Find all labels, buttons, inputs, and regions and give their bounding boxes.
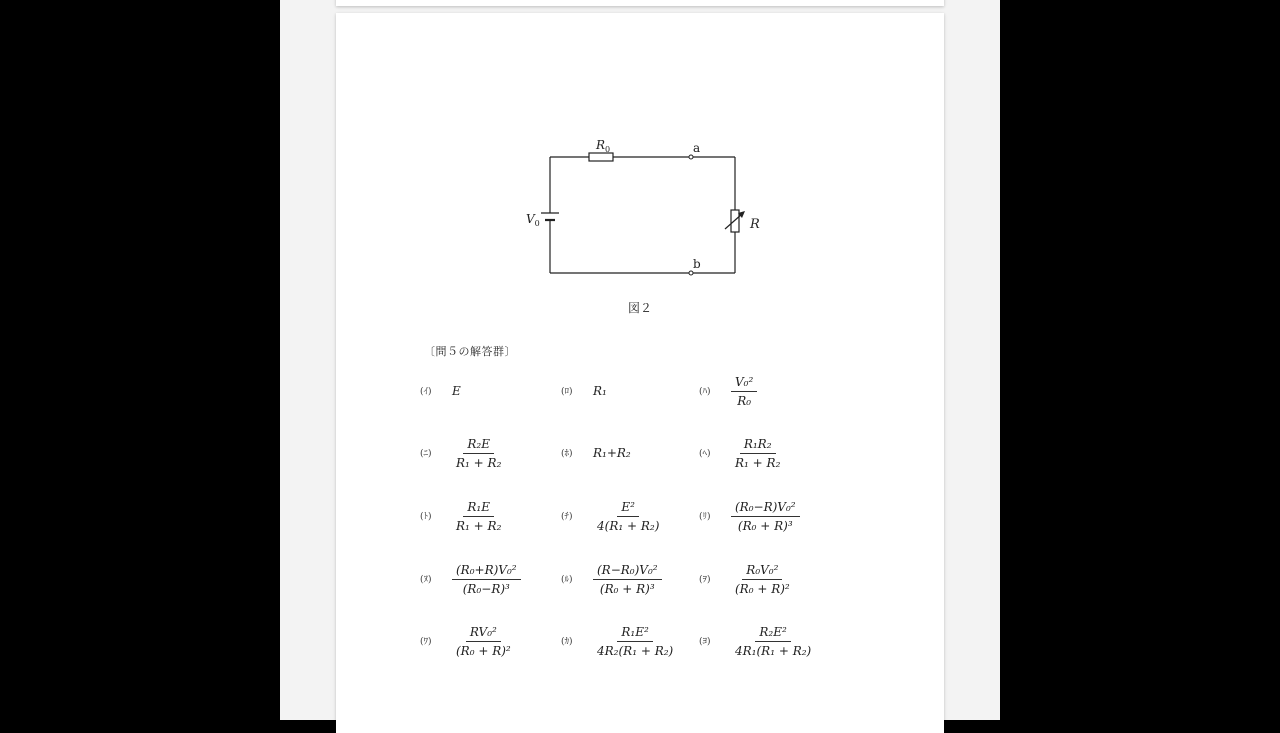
fraction-denominator: R₁ + R₂ [735,455,781,470]
fraction-numerator: R₁R₂ [740,437,776,454]
answer-choice [699,559,869,599]
current-page [336,13,944,733]
fraction-denominator: (R₀ + R)² [735,581,790,596]
choice-label: (ﾊ) [699,387,711,397]
fraction [452,563,521,596]
choice-expression: E [452,384,461,398]
terminal-b [689,271,693,275]
previous-page [336,0,944,6]
fraction-numerator: E² [617,500,639,517]
label-r: R [750,217,760,232]
figure-caption: 図２ [627,301,652,315]
fraction-denominator: (R₀ + R)² [456,643,511,658]
label-node-a: a [693,141,701,155]
terminal-a [689,155,693,159]
fraction-denominator: R₁ + R₂ [456,518,502,533]
fraction-numerator: R₂E² [755,625,790,642]
fraction [452,437,505,470]
choice-label: (ﾛ) [561,387,573,397]
label-node-b: b [693,257,701,271]
label-v0: $V_0$ [526,212,540,228]
choice-label: (ﾍ) [699,449,711,459]
fraction-denominator: (R₀−R)³ [462,581,510,596]
fraction-numerator: R₁E² [617,625,652,642]
fraction-numerator: V₀² [731,375,757,392]
choice-label: (ﾇ) [420,575,432,585]
fraction [731,625,815,658]
choice-label: (ﾘ) [699,512,711,522]
answer-choice [699,433,869,473]
choice-label: (ﾄ) [420,512,432,522]
fraction-numerator: R₁E [463,500,494,517]
document-viewer[interactable] [280,0,1000,720]
choice-label: (ｦ) [699,575,711,585]
fraction [593,500,663,533]
answer-choice [699,371,869,411]
fraction-numerator: (R₀+R)V₀² [452,563,521,580]
fraction [452,500,505,533]
fraction [731,437,784,470]
fraction-numerator: R₀V₀² [742,563,782,580]
fraction [731,500,800,533]
fraction [731,375,757,408]
answer-group-heading: 〔問５の解答群〕 [424,345,516,358]
choice-expression: R₁ [593,384,607,398]
fraction-denominator: 4R₂(R₁ + R₂) [597,643,674,658]
choice-label: (ﾙ) [561,575,573,585]
fraction [593,563,662,596]
fraction [731,563,794,596]
choice-label: (ﾖ) [699,637,711,647]
variable-resistor-r [725,210,745,232]
fraction-numerator: R₂E [463,437,494,454]
choice-label: (ｲ) [420,387,432,397]
choice-label: (ｶ) [561,637,573,647]
fraction-numerator: (R−R₀)V₀² [593,563,662,580]
choice-label: (ﾆ) [420,449,432,459]
fraction-denominator: (R₀ + R)³ [599,581,655,596]
fraction-denominator: 4(R₁ + R₂) [597,518,660,533]
choice-label: (ﾎ) [561,449,573,459]
circuit-diagram [336,13,944,333]
fraction-denominator: R₀ [737,393,752,408]
fraction-numerator: RV₀² [466,625,501,642]
answer-choice [699,621,869,661]
answer-choice [699,496,869,536]
choice-label: (ﾁ) [561,512,573,522]
fraction-denominator: 4R₁(R₁ + R₂) [735,643,812,658]
fraction [593,625,677,658]
fraction-denominator: R₁ + R₂ [456,455,502,470]
choice-label: (ﾜ) [420,637,432,647]
fraction-numerator: (R₀−R)V₀² [731,500,800,517]
fraction [452,625,515,658]
label-r0: $R_0$ [596,138,611,154]
fraction-denominator: (R₀ + R)³ [737,518,793,533]
choice-expression: R₁+R₂ [593,446,631,460]
resistor-r0 [589,153,613,161]
battery-v0 [541,213,559,220]
